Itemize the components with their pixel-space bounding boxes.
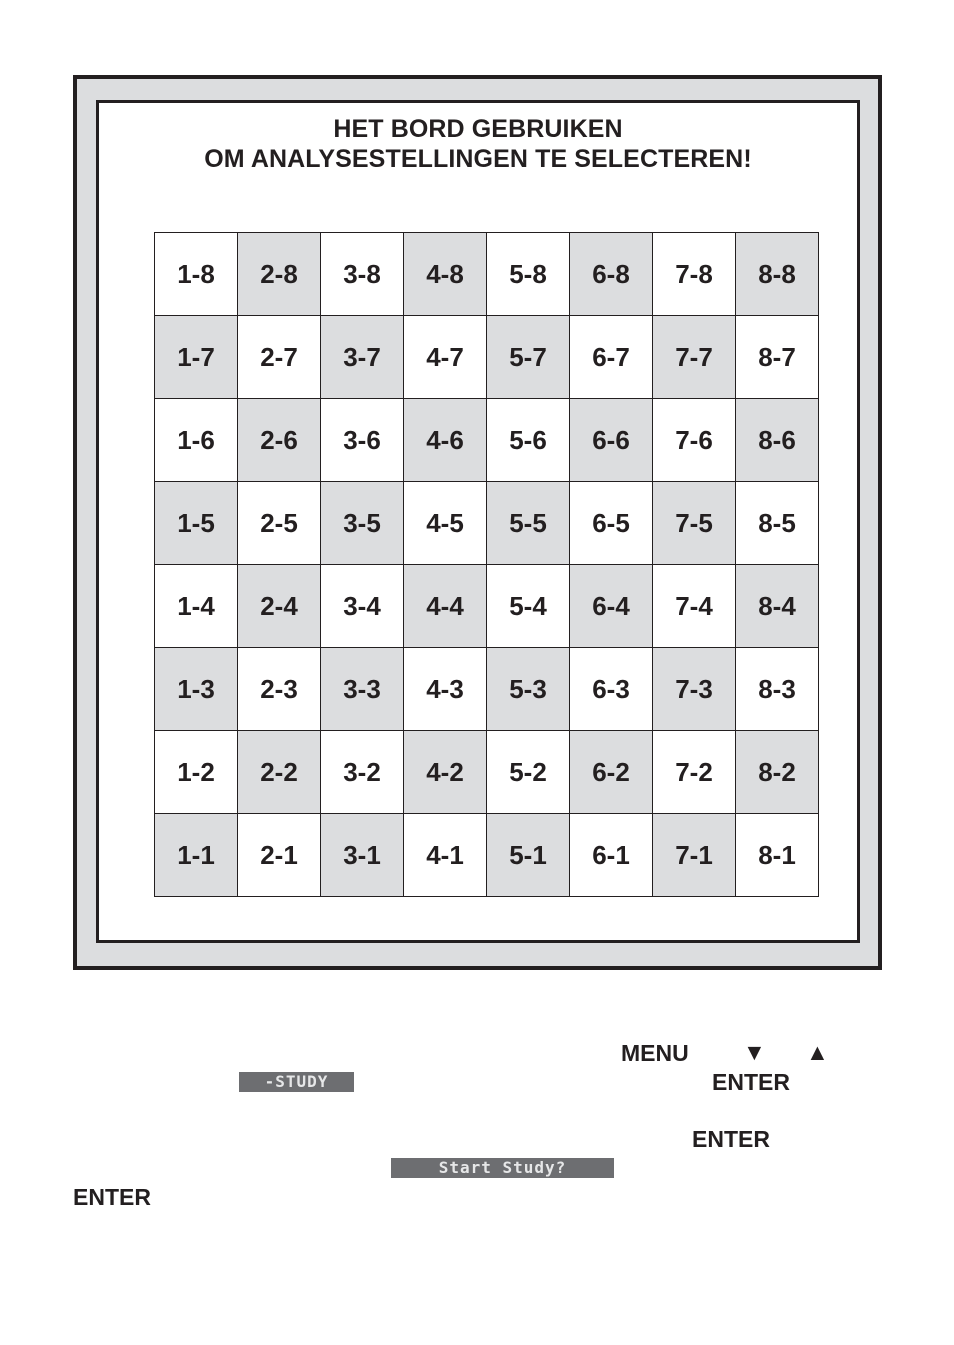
- board-square: 5-2: [487, 731, 570, 814]
- board-square: 1-3: [155, 648, 238, 731]
- board-square: 7-6: [653, 399, 736, 482]
- page-title: [96, 114, 860, 174]
- board-square: 7-7: [653, 316, 736, 399]
- title-line-2: OM ANALYSESTELLINGEN TE SELECTEREN!: [204, 145, 752, 173]
- down-arrow-icon: ▼: [743, 1039, 766, 1065]
- board-square: 2-3: [238, 648, 321, 731]
- board-square: 3-7: [321, 316, 404, 399]
- board-square: 6-8: [570, 233, 653, 316]
- board-square: 7-4: [653, 565, 736, 648]
- board-square: 4-4: [404, 565, 487, 648]
- board-square: 3-5: [321, 482, 404, 565]
- board-square: 3-8: [321, 233, 404, 316]
- board-square: 8-2: [736, 731, 819, 814]
- enter-key-label-1: ENTER: [712, 1069, 790, 1095]
- enter-key-label-2: ENTER: [692, 1126, 770, 1152]
- board-square: 2-5: [238, 482, 321, 565]
- board-square: 3-1: [321, 814, 404, 897]
- board-row: [155, 399, 819, 482]
- menu-key-label: MENU: [621, 1040, 689, 1066]
- board-square: 8-7: [736, 316, 819, 399]
- board-square: 2-6: [238, 399, 321, 482]
- board-square: 2-8: [238, 233, 321, 316]
- board-square: 8-3: [736, 648, 819, 731]
- board-square: 5-4: [487, 565, 570, 648]
- title-line-1: HET BORD GEBRUIKEN: [333, 115, 623, 143]
- board-square: 1-8: [155, 233, 238, 316]
- enter-key-label-3: ENTER: [73, 1184, 151, 1210]
- board-square: 5-8: [487, 233, 570, 316]
- board-square: 6-4: [570, 565, 653, 648]
- board-square: 2-7: [238, 316, 321, 399]
- board-square: 5-7: [487, 316, 570, 399]
- board-square: 7-3: [653, 648, 736, 731]
- board-row: [155, 814, 819, 897]
- board-square: 2-4: [238, 565, 321, 648]
- board-square: 7-5: [653, 482, 736, 565]
- chess-board-grid: [154, 232, 819, 897]
- board-square: 1-4: [155, 565, 238, 648]
- board-square: 2-1: [238, 814, 321, 897]
- board-square: 8-1: [736, 814, 819, 897]
- board-square: 8-4: [736, 565, 819, 648]
- board-square: 8-8: [736, 233, 819, 316]
- board-square: 3-3: [321, 648, 404, 731]
- board-square: 6-1: [570, 814, 653, 897]
- board-row: [155, 233, 819, 316]
- board-square: 4-8: [404, 233, 487, 316]
- board-square: 7-1: [653, 814, 736, 897]
- board-row: [155, 482, 819, 565]
- board-square: 6-3: [570, 648, 653, 731]
- board-square: 4-7: [404, 316, 487, 399]
- board-row: [155, 316, 819, 399]
- board-square: 5-3: [487, 648, 570, 731]
- board-square: 4-3: [404, 648, 487, 731]
- board-square: 4-6: [404, 399, 487, 482]
- board-square: 5-1: [487, 814, 570, 897]
- board-square: 1-5: [155, 482, 238, 565]
- board-square: 3-2: [321, 731, 404, 814]
- board-square: 7-2: [653, 731, 736, 814]
- board-square: 1-6: [155, 399, 238, 482]
- lcd-start-study-display: Start Study?: [391, 1158, 614, 1178]
- board-row: [155, 731, 819, 814]
- board-square: 1-7: [155, 316, 238, 399]
- board-square: 8-5: [736, 482, 819, 565]
- board-row: [155, 565, 819, 648]
- board-square: 1-1: [155, 814, 238, 897]
- board-row: [155, 648, 819, 731]
- board-square: 6-7: [570, 316, 653, 399]
- up-arrow-icon: ▲: [806, 1039, 829, 1065]
- board-square: 1-2: [155, 731, 238, 814]
- board-square: 5-6: [487, 399, 570, 482]
- board-square: 4-1: [404, 814, 487, 897]
- board-square: 3-4: [321, 565, 404, 648]
- board-square: 2-2: [238, 731, 321, 814]
- board-square: 8-6: [736, 399, 819, 482]
- board-square: 5-5: [487, 482, 570, 565]
- board-square: 6-6: [570, 399, 653, 482]
- board-square: 3-6: [321, 399, 404, 482]
- board-square: 4-5: [404, 482, 487, 565]
- lcd-study-display: -STUDY: [239, 1072, 354, 1092]
- board-square: 6-5: [570, 482, 653, 565]
- board-square: 4-2: [404, 731, 487, 814]
- board-square: 7-8: [653, 233, 736, 316]
- board-square: 6-2: [570, 731, 653, 814]
